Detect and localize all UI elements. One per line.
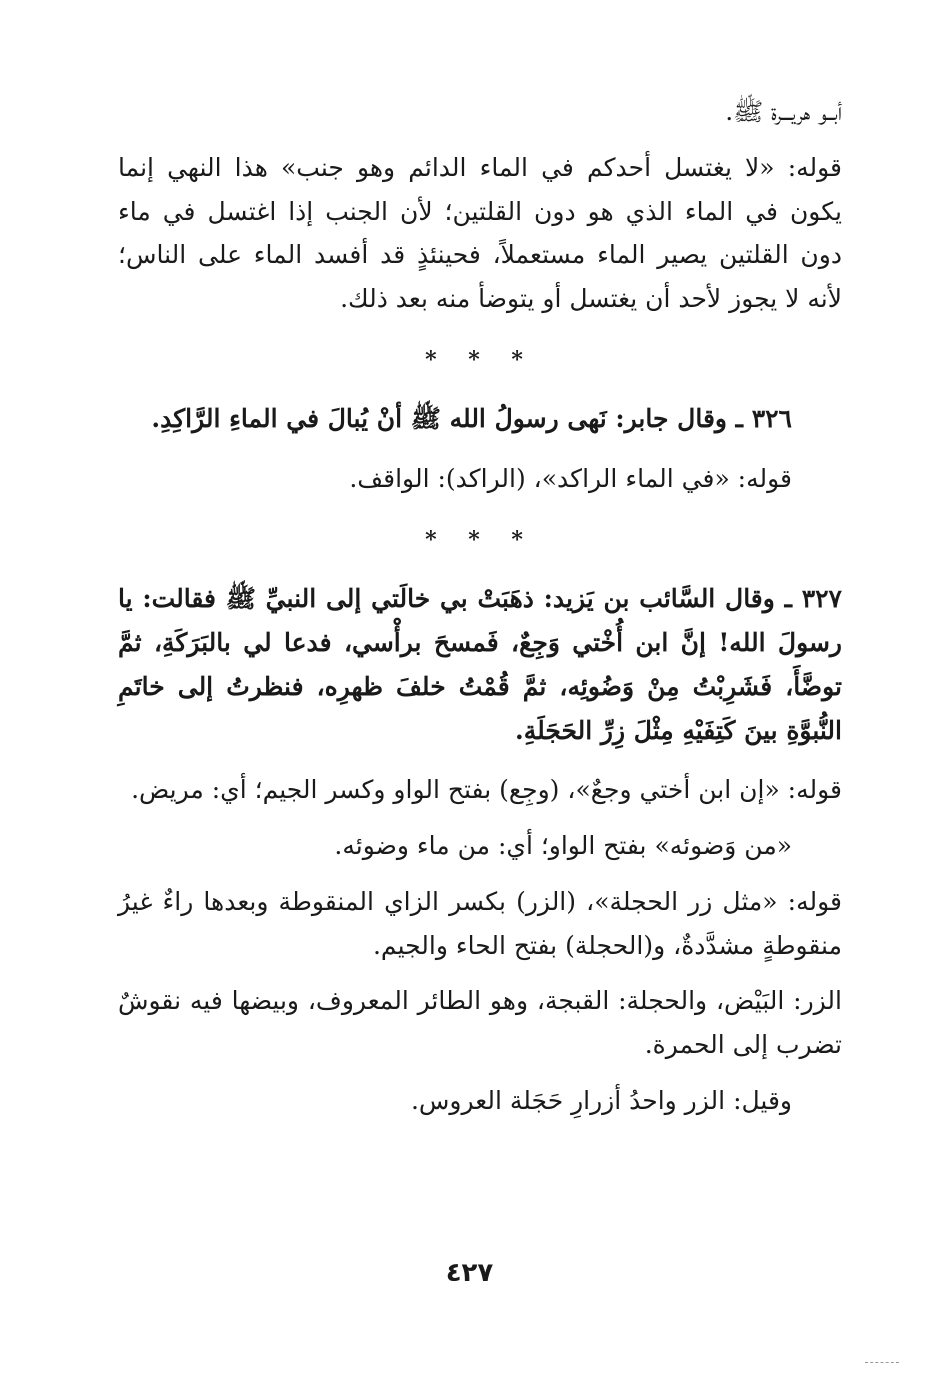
section-divider-2: * * * — [425, 526, 535, 553]
section-divider-1: * * * — [425, 346, 535, 373]
commentary-327-d: الزر: البَيْض، والحجلة: القبجة، وهو الطائر المعروف، وبيضها فيه نقوشٌ تضرب إلى الحمرة. — [118, 986, 842, 1059]
page-number: ٤٢٧ — [445, 1258, 494, 1288]
page-body — [118, 90, 842, 1135]
scan-edge-mark — [865, 1362, 899, 1363]
hadith-326: ٣٢٦ ـ وقال جابر: نَهى رسولُ الله ﷺ أنْ يُبالَ في الماءِ الرَّاكِدِ. — [151, 404, 792, 434]
hadith-327: ٣٢٧ ـ وقال السَّائب بن يَزيد: ذهَبَتْ بي خالَتي إلى النبيِّ ﷺ فقالت: يا رسولَ الله! إنَّ ابن أُخْتي وَجِعٌ، فَمسحَ برأْسي، فدعا لي بالبَرَكَةِ، ثمَّ توضَّأَ، فَشَرِبْتُ مِنْ وَضُوئِه، ثمَّ قُمْتُ خلفَ ظهرِه، فنظرتُ إلى خاتَمِ النُّبوَّةِ بينَ كَتِفَيْهِ مِثْلَ زِرِّ الحَجَلَةِ. — [118, 584, 842, 745]
commentary-327-c: قوله: «مثل زر الحجلة»، (الزر) بكسر الزاي المنقوطة وبعدها راءٌ غيرُ منقوطةٍ مشدَّدةٌ، و(الحجلة) بفتح الحاء والجيم. — [118, 886, 842, 960]
commentary-paragraph-1: قوله: «لا يغتسل أحدكم في الماء الدائم وهو جنب» هذا النهي إنما يكون في الماء الذي هو دون القلتين؛ لأن الجنب إذا اغتسل في ماء دون القلتين يصير الماء مستعملاً، فحينئذٍ قد أفسد الماء على الناس؛ لأنه لا يجوز لأحد أن يغتسل أو يتوضأ منه بعد ذلك. — [118, 152, 842, 313]
commentary-326: قوله: «في الماء الراكد»، (الراكد): الواقف. — [349, 464, 792, 493]
commentary-327-e: وقيل: الزر واحدُ أزرارِ حَجَلة العروس. — [410, 1085, 792, 1115]
commentary-327-b: «من وَضوئه» بفتح الواو؛ أي: من ماء وضوئه. — [334, 831, 792, 860]
commentary-327-a: قوله: «إن ابن أختي وجعٌ»، (وجِع) بفتح الواو وكسر الجيم؛ أي: مريض. — [131, 775, 842, 805]
top-line: أبــو هريـــرة ﷺ. — [725, 97, 842, 126]
